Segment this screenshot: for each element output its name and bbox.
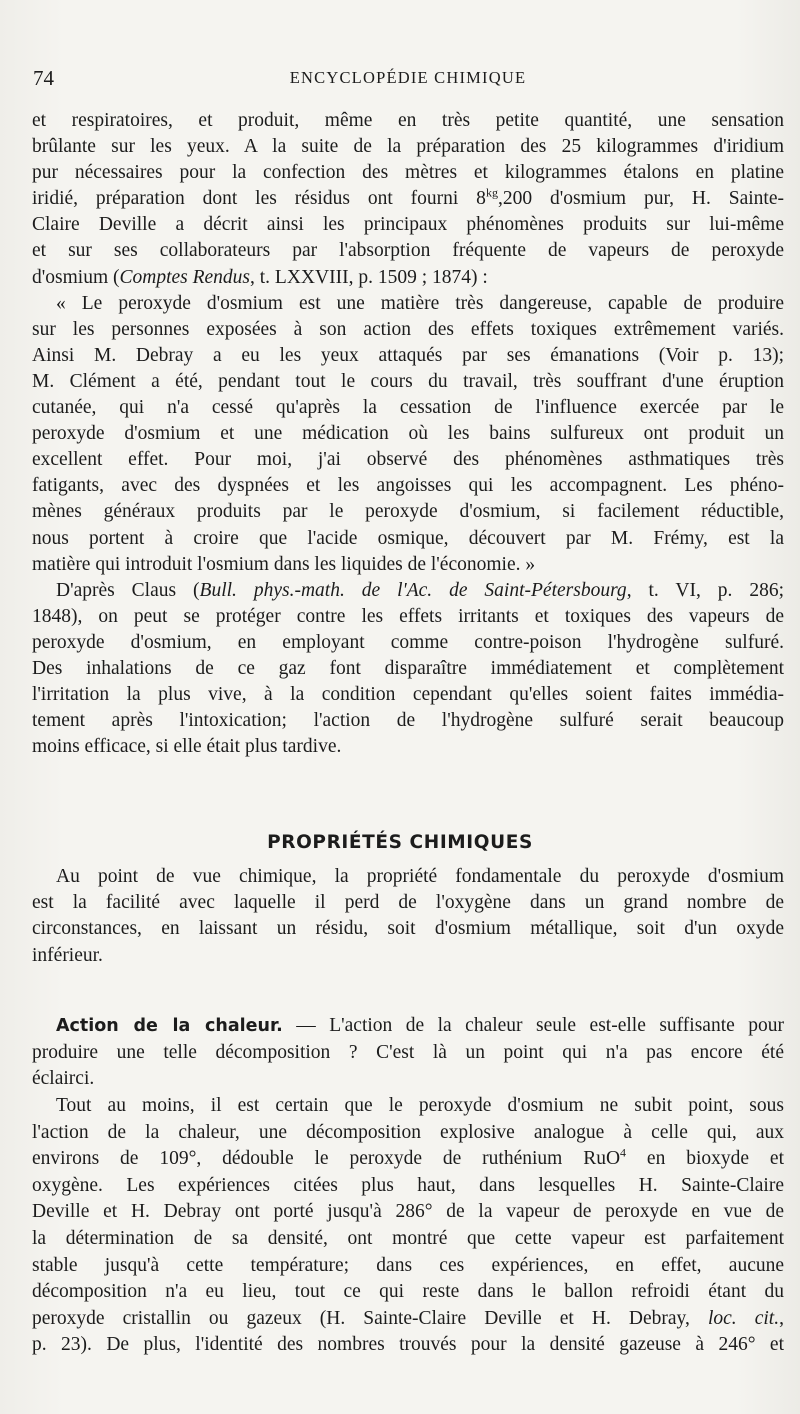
text-line: M. Clément a été, pendant tout le cours du travail, très souffrant d'une éruption: [32, 370, 784, 392]
text-line: Deville et H. Debray ont porté jusqu'à 286° de la vapeur de peroxyde en vue de: [32, 1201, 784, 1223]
text-line: [32, 1013, 784, 1040]
text-line: inférieur.: [32, 944, 103, 966]
text-line: peroxyde d'osmium et une médication où les bains sulfureux ont produit un: [32, 423, 784, 445]
text-line: l'irritation la plus vive, à la condition cependant qu'elles soient faites immédia-: [32, 684, 784, 706]
text-line: éclairci.: [32, 1068, 95, 1089]
text-line: décomposition n'a eu lieu, tout ce qui reste dans le ballon refroidi étant du: [32, 1281, 784, 1303]
text-line: excellent effet. Pour moi, j'ai observé des phénomènes asthmatiques très: [32, 449, 784, 471]
text-line: circonstances, en laissant un résidu, soit d'osmium métallique, soit d'un oxyde: [32, 918, 784, 940]
text-line: sur les personnes exposées à son action des effets toxiques extrêmement variés.: [32, 318, 784, 340]
text-line: « Le peroxyde d'osmium est une matière très dangereuse, capable de produire: [56, 292, 784, 314]
text-line: et respiratoires, et produit, même en très petite quantité, une sensation: [32, 110, 784, 131]
text-line: peroxyde cristallin ou gazeux (H. Sainte-Claire Deville et H. Debray, loc. cit.,: [32, 1307, 784, 1329]
text-line: nous portent à croire que l'acide osmique, découvert par M. Frémy, est la: [32, 527, 784, 549]
text-line: brûlante sur les yeux. A la suite de la préparation des 25 kilogrammes d'iridium: [32, 136, 784, 158]
body-text-section-2: [32, 864, 784, 969]
text-line: matière qui introduit l'osmium dans les liquides de l'économie. »: [32, 553, 536, 575]
page-header: [33, 66, 783, 94]
body-text-section-4: [32, 1093, 784, 1359]
text-line: pur nécessaires pour la confection des mètres et kilogrammes étalons en platine: [32, 162, 784, 184]
text-line: mènes généraux produits par le peroxyde d'osmium, si facilement réductible,: [32, 501, 784, 523]
body-text-section-3: [32, 1013, 784, 1093]
text-line: peroxyde d'osmium, en employant comme contre-poison l'hydrogène sulfuré.: [32, 631, 784, 653]
text-line: est la facilité avec laquelle il perd de l'oxygène dans un grand nombre de: [32, 892, 784, 914]
text-line: 1848), on peut se protéger contre les effets irritants et toxiques des vapeurs de: [32, 605, 784, 627]
text-line: fatigants, avec des dyspnées et les angoisses qui les accompagnent. Les phéno-: [32, 475, 784, 497]
body-text-section-1: [32, 108, 784, 760]
text-line: p. 23). De plus, l'identité des nombres trouvés pour la densité gazeuse à 246° et: [32, 1334, 784, 1356]
text-line: Tout au moins, il est certain que le peroxyde d'osmium ne subit point, sous: [56, 1095, 784, 1116]
text-line: iridié, préparation dont les résidus ont fourni $8^{kg},200$ d'osmium pur, H. Sainte-: [32, 185, 784, 210]
text-line: environs de 109°, dédouble le peroxyde de ruthénium RuO$^4$ en bioxyde et: [32, 1145, 784, 1170]
text-line: produire une telle décomposition ? C'est là un point qui n'a pas encore été: [32, 1041, 784, 1063]
text-line: Au point de vue chimique, la propriété fondamentale du peroxyde d'osmium: [56, 866, 784, 887]
text-line: et sur ses collaborateurs par l'absorption fréquente de vapeurs de peroxyde: [32, 240, 784, 262]
text-line: la détermination de sa densité, ont montré que cette vapeur est parfaitement: [32, 1227, 784, 1249]
text-line: oxygène. Les expériences citées plus haut, dans lesquelles H. Sainte-Claire: [32, 1174, 784, 1196]
run-in-heading: Action de la chaleur.: [56, 1016, 283, 1036]
text-line: moins efficace, si elle était plus tardive.: [32, 736, 342, 758]
text-line: tement après l'intoxication; l'action de l'hydrogène sulfuré serait beaucoup: [32, 710, 784, 732]
text-line: Ainsi M. Debray a eu les yeux attaqués par ses émanations (Voir p. 13);: [32, 344, 784, 366]
running-title: ENCYCLOPÉDIE CHIMIQUE: [289, 68, 527, 87]
text-line-rest: — L'action de la chaleur seule est-elle suffisante pour: [282, 1015, 784, 1036]
text-line: stable jusqu'à cette température; dans ces expériences, en effet, aucune: [32, 1254, 784, 1276]
text-line: D'après Claus (Bull. phys.-math. de l'Ac. de Saint-Pétersbourg, t. VI, p. 286;: [56, 579, 784, 601]
page-number: 74: [33, 66, 54, 90]
text-line: cutanée, qui n'a cessé qu'après la cessation de l'influence exercée par le: [32, 397, 784, 419]
text-line: Des inhalations de ce gaz font disparaître immédiatement et complètement: [32, 657, 784, 679]
text-line: Claire Deville a décrit ainsi les principaux phénomènes produits sur lui-même: [32, 214, 784, 236]
section-heading: PROPRIÉTÉS CHIMIQUES: [267, 832, 533, 853]
text-line: d'osmium (Comptes Rendus, t. LXXVIII, p. 1509 ; 1874) :: [32, 266, 488, 288]
text-line: l'action de la chaleur, une décomposition explosive analogue à celle qui, aux: [32, 1121, 784, 1143]
